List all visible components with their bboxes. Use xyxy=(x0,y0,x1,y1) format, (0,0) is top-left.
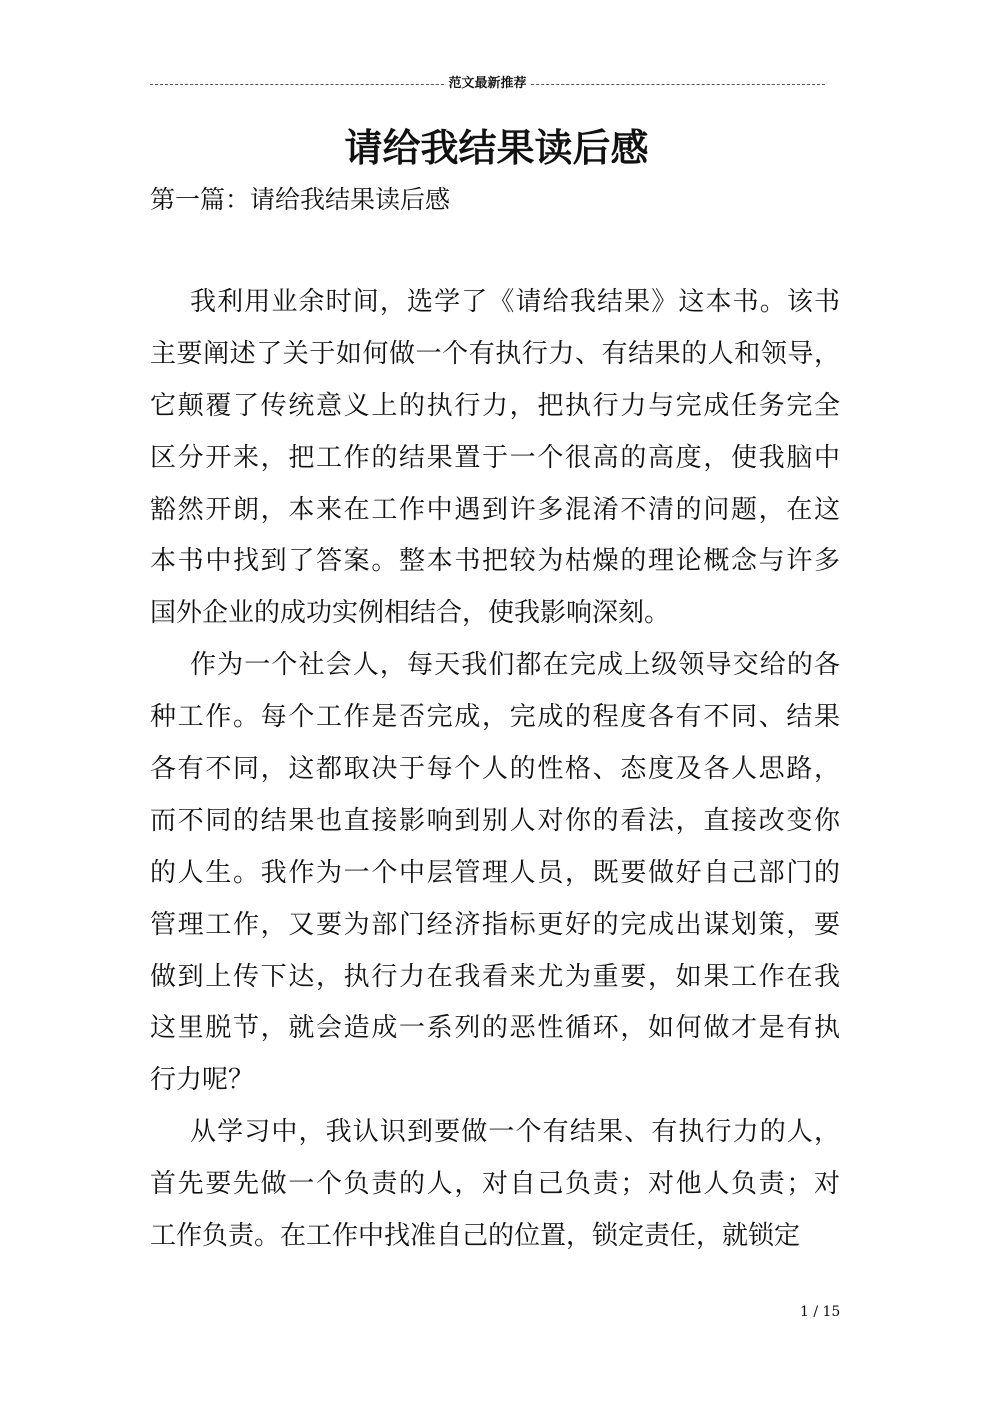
document-body xyxy=(150,277,840,1263)
paragraph-line: 首先要先做一个负责的人，对自己负责；对他人负责；对 xyxy=(150,1169,840,1200)
paragraph-line: 的人生。我作为一个中层管理人员，既要做好自己部门的 xyxy=(150,857,840,888)
header-label: 范文最新推荐 xyxy=(445,74,529,94)
paragraph-line: 工作负责。在工作中找准自己的位置，锁定责任，就锁定 xyxy=(150,1221,801,1252)
page-number: 1 / 15 xyxy=(800,1304,841,1320)
paragraph-line: 做到上传下达，执行力在我看来尤为重要，如果工作在我 xyxy=(150,961,840,992)
paragraph-line: 我利用业余时间，选学了《请给我结果》这本书。该书 xyxy=(190,287,840,317)
paragraph-line: 区分开来，把工作的结果置于一个很高的高度，使我脑中 xyxy=(150,442,840,473)
paragraph-line: 本书中找到了答案。整本书把较为枯燥的理论概念与许多 xyxy=(150,546,840,577)
document-title: 请给我结果读后感 xyxy=(344,125,649,170)
page-header xyxy=(150,72,825,96)
paragraph-line: 这里脱节，就会造成一系列的恶性循环，如何做才是有执 xyxy=(150,1013,840,1044)
section-subtitle: 第一篇：请给我结果读后感 xyxy=(150,185,451,214)
paragraph-line: 主要阐述了关于如何做一个有执行力、有结果的人和领导， xyxy=(150,338,840,369)
paragraph-line: 它颠覆了传统意义上的执行力，把执行力与完成任务完全 xyxy=(150,390,840,421)
paragraph-line: 而不同的结果也直接影响到别人对你的看法，直接改变你 xyxy=(150,805,840,836)
paragraph-line: 豁然开朗，本来在工作中遇到许多混淆不清的问题，在这 xyxy=(150,494,840,525)
paragraph-line: 行力呢？ xyxy=(150,1065,255,1096)
paragraph-line: 种工作。每个工作是否完成，完成的程度各有不同、结果 xyxy=(150,702,840,733)
paragraph-line: 国外企业的成功实例相结合，使我影响深刻。 xyxy=(150,598,671,629)
paragraph-line: 从学习中，我认识到要做一个有结果、有执行力的人， xyxy=(190,1117,840,1148)
paragraph-line: 管理工作，又要为部门经济指标更好的完成出谋划策，要 xyxy=(150,909,840,940)
paragraph-line: 各有不同，这都取决于每个人的性格、态度及各人思路， xyxy=(150,754,840,785)
paragraph-line: 作为一个社会人，每天我们都在完成上级领导交给的各 xyxy=(190,650,840,681)
